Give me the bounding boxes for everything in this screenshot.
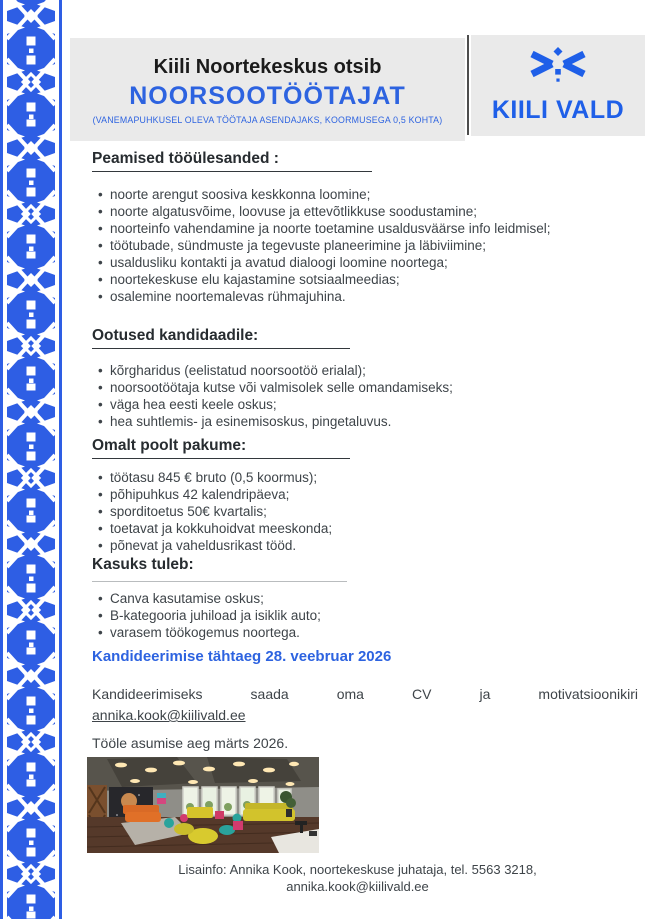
youth-center-photo [87,757,319,853]
list-item: • noorte algatusvõime, loovuse ja ettevõtlikkuse soodustamine; [92,203,638,220]
apply-paragraph [92,684,638,726]
folk-pattern-border [0,0,62,919]
list-item: • hea suhtlemis- ja esinemisoskus, pingetaluvus. [92,413,638,430]
offer-list [92,469,638,554]
start-date-line: Tööle asumise aeg märts 2026. [92,735,289,751]
list-item: • kõrgharidus (eelistatud noorsootöö erialal); [92,362,638,379]
job-title: NOORSOOTÖÖTAJAT [129,81,406,110]
list-item: • varasem töökogemus noortega. [92,624,638,641]
apply-text: Kandideerimiseks saada oma CV ja motivatsioonikiri [92,686,638,702]
list-item: • väga hea eesti keele oskus; [92,396,638,413]
list-item: • põnevat ja vaheldusrikast tööd. [92,537,638,554]
application-deadline: Kandideerimise tähtaeg 28. veebruar 2026 [92,648,392,665]
duties-list [92,186,638,305]
footer-email: annika.kook@kiilivald.ee [286,879,429,894]
expectations-list [92,362,638,430]
list-item: • töötubade, sündmuste ja tegevuste planeerimine ja läbiviimine; [92,237,638,254]
list-item: • noorte arengut soosiva keskkonna loomine; [92,186,638,203]
header-title-block [70,38,465,141]
section-heading-advantage: Kasuks tuleb: [92,556,347,582]
footer-contact [70,861,645,895]
list-item: • põhipuhkus 42 kalendripäeva; [92,486,638,503]
list-item: • noortekeskuse elu kajastamine sotsiaalmeedias; [92,271,638,288]
dragonfly-icon [529,47,587,92]
list-item: • töötasu 845 € bruto (0,5 koormus); [92,469,638,486]
logo-block [471,35,645,136]
list-item: • usaldusliku kontakti ja avatud dialoogi loomine noortega; [92,254,638,271]
logo-text: KIILI VALD [491,95,625,124]
header-divider [467,35,469,135]
list-item: • Canva kasutamise oskus; [92,590,638,607]
list-item: • osalemine noortemalevas rühmajuhina. [92,288,638,305]
section-heading-duties: Peamised tööülesanded : [92,150,372,172]
apply-email-link[interactable]: annika.kook@kiilivald.ee [92,707,246,723]
list-item: • noorteinfo vahendamine ja noorte toetamine usaldusväärse info leidmisel; [92,220,638,237]
list-item: • toetavat ja kokkuhoidvat meeskonda; [92,520,638,537]
list-item: • B-kategooria juhiload ja isiklik auto; [92,607,638,624]
footer-line1: Lisainfo: Annika Kook, noortekeskuse juhataja, tel. 5563 3218, [178,862,537,877]
list-item: • sporditoetus 50€ kvartalis; [92,503,638,520]
advantage-list [92,590,638,641]
section-heading-expectations: Ootused kandidaadile: [92,327,350,349]
section-heading-offer: Omalt poolt pakume: [92,437,350,459]
list-item: • noorsootöötaja kutse või valmisolek selle omandamiseks; [92,379,638,396]
job-subtitle: (VANEMAPUHKUSEL OLEVA TÖÖTAJA ASENDAJAKS, KOORMUSEGA 0,5 KOHTA) [92,114,443,125]
org-title: Kiili Noortekeskus otsib [153,55,382,78]
